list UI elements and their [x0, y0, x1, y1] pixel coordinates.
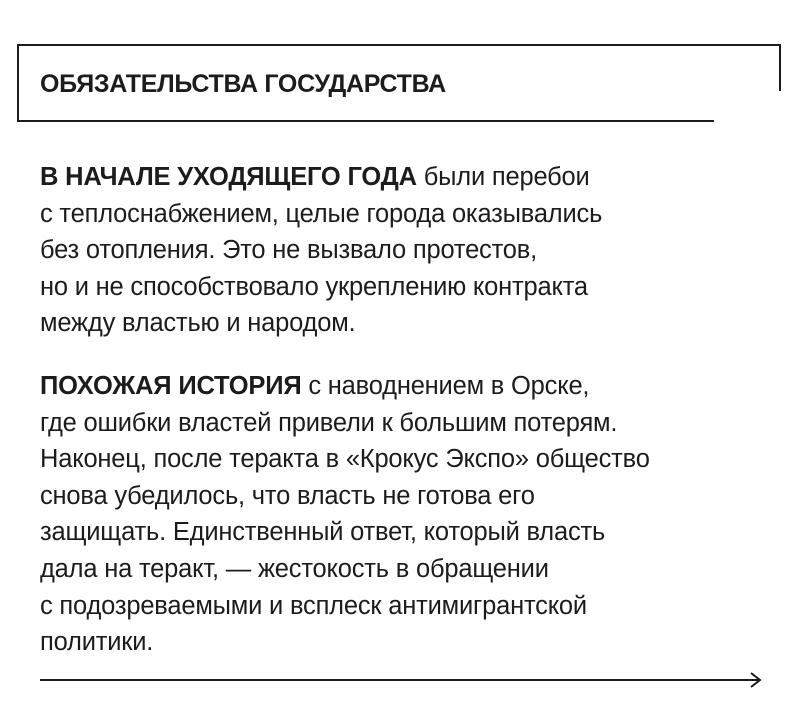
paragraph-line: Наконец, после теракта в «Крокус Экспо» общество — [40, 445, 650, 474]
paragraph-line: с теплоснабжением, целые города оказывались — [40, 199, 603, 228]
paragraph-line: между властью и народом. — [40, 309, 356, 338]
paragraph-line: но и не способствовало укреплению контракта — [40, 272, 588, 301]
paragraph-line: без отопления. Это не вызвало протестов, — [40, 236, 538, 265]
paragraph-line — [40, 368, 760, 405]
arrow-right-icon[interactable] — [40, 670, 764, 690]
paragraph-line: где ошибки властей привели к большим потерям. — [40, 408, 618, 437]
paragraph-flood — [40, 368, 760, 661]
frame-bottom-border — [17, 120, 714, 122]
paragraph-line: политики. — [40, 628, 154, 657]
paragraph-line: с подозреваемыми и всплеск антимигрантской — [40, 591, 587, 620]
paragraph-lead: В НАЧАЛЕ УХОДЯЩЕГО ГОДА — [40, 163, 417, 191]
paragraph-lead: ПОХОЖАЯ ИСТОРИЯ — [40, 372, 302, 400]
paragraph-line: дала на теракт, — жестокость в обращении — [40, 554, 549, 583]
frame-right-border — [779, 44, 781, 91]
paragraph-line: защищать. Единственный ответ, который власть — [40, 518, 606, 547]
paragraph-line — [40, 159, 760, 196]
paragraph-heating — [40, 159, 760, 342]
paragraph-line: снова убедилось, что власть не готова его — [40, 481, 535, 510]
frame-top-border — [17, 44, 781, 46]
section-title: ОБЯЗАТЕЛЬСТВА ГОСУДАРСТВА — [40, 70, 446, 98]
frame-left-border — [17, 44, 19, 121]
paragraph-text: с наводнением в Орске, — [301, 372, 590, 400]
paragraph-text: были перебои — [416, 163, 590, 191]
